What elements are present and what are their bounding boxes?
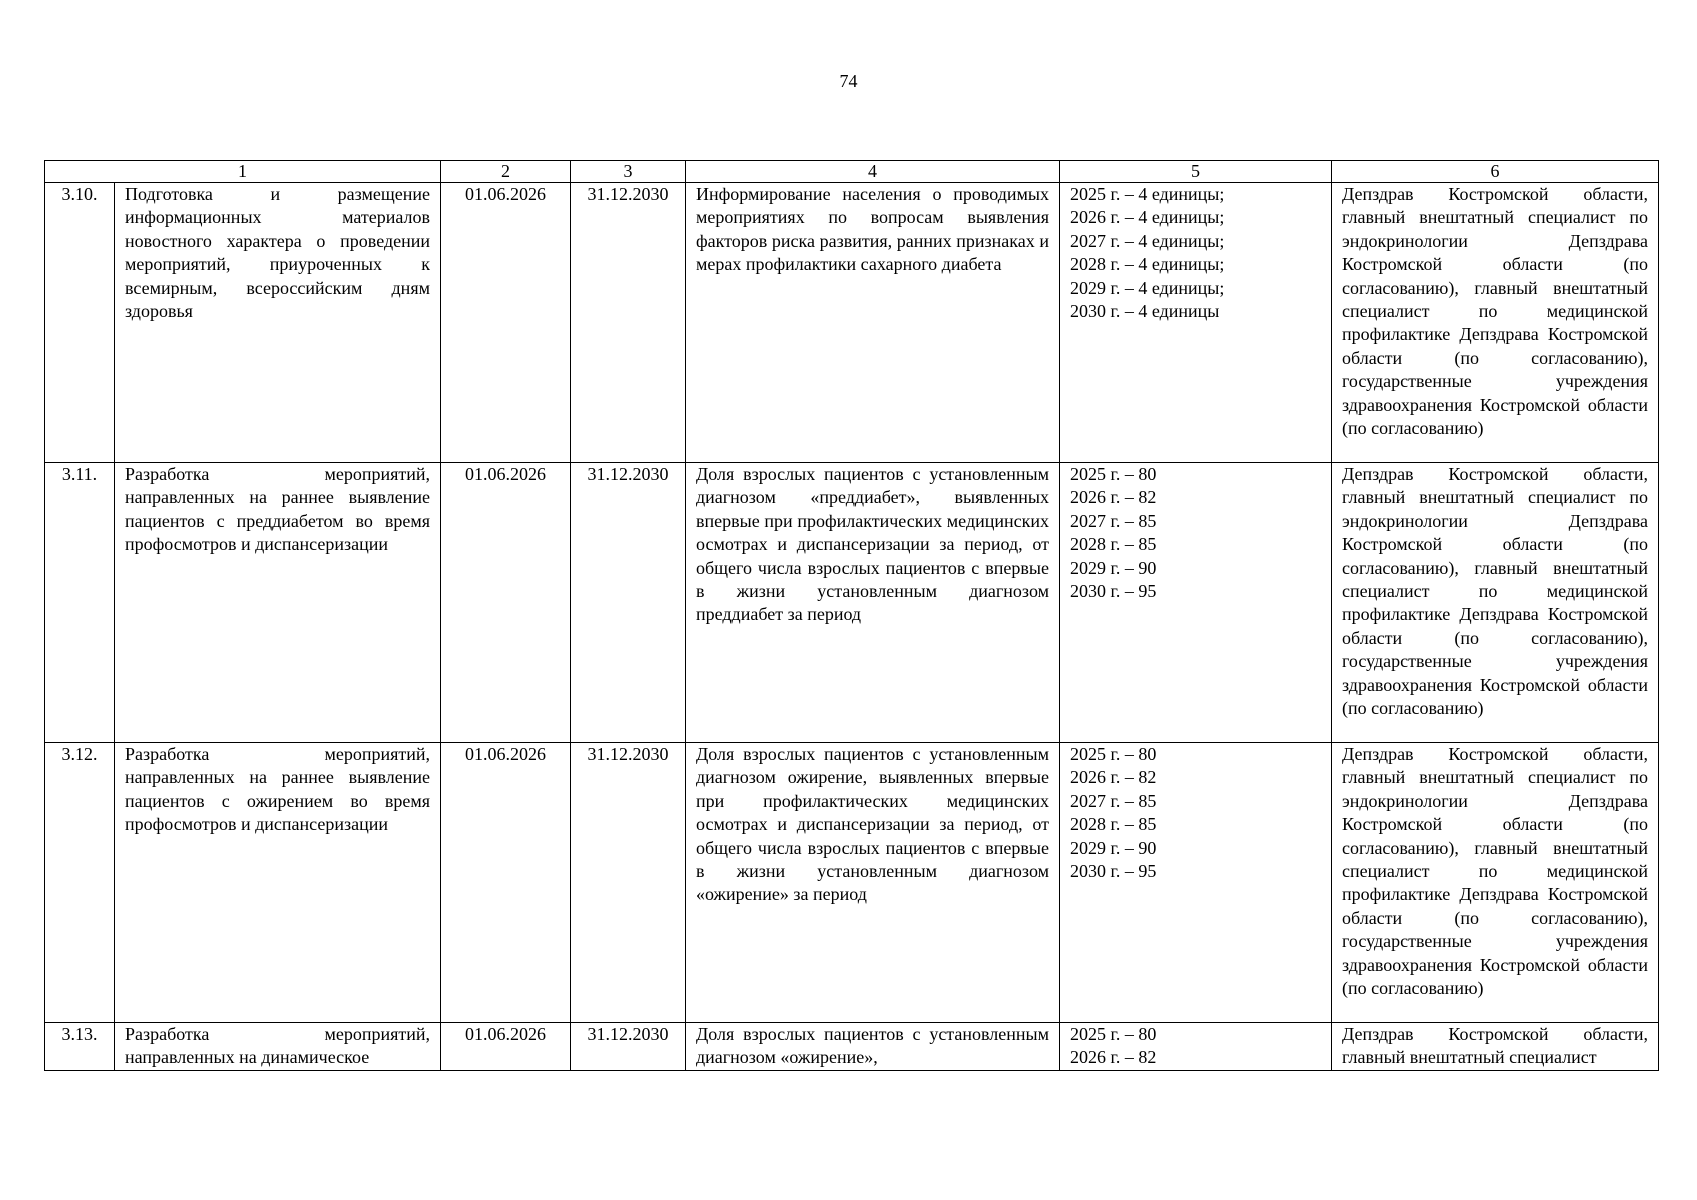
row-number: 3.12.: [45, 743, 115, 1023]
responsible-cell: Депздрав Костромской области, главный внештатный специалист: [1332, 1023, 1659, 1071]
start-date-cell: 01.06.2026: [441, 183, 571, 463]
row-number: 3.13.: [45, 1023, 115, 1071]
target-value-line: 2029 г. – 4 единицы;: [1070, 277, 1225, 298]
responsible-cell: Депздрав Костромской области, главный внештатный специалист по эндокринологии Депздрава Костромской области (по согласованию), главный внештатный специалист по медицинской профилактике Депздрава Костромской области (по согласованию), государственные учреждения здравоохранения Костромской области (по согласованию): [1332, 743, 1659, 1023]
page-number: 74: [839, 71, 858, 91]
target-value-line: 2025 г. – 80: [1070, 1024, 1157, 1044]
target-value-line: 2026 г. – 82: [1070, 1047, 1157, 1068]
table-row: [45, 183, 1659, 463]
column-header-5: 5: [1060, 161, 1332, 183]
row-number: 3.10.: [45, 183, 115, 463]
target-value-line: 2025 г. – 80: [1070, 744, 1157, 764]
indicator-cell: Доля взрослых пациентов с установленным диагнозом «преддиабет», выявленных впервые при профилактических медицинских осмотрах и диспансеризации за период, от общего числа взрослых пациентов с впервые в жизни установленным диагнозом преддиабет за период: [686, 463, 1060, 743]
row-number: 3.11.: [45, 463, 115, 743]
activities-table: [44, 160, 1659, 1071]
activity-cell: Разработка мероприятий, направленных на динамическое: [115, 1023, 441, 1071]
target-values-cell: [1060, 743, 1332, 1023]
indicator-cell: Информирование населения о проводимых мероприятиях по вопросам выявления факторов риска развития, ранних признаках и мерах профилактики сахарного диабета: [686, 183, 1060, 463]
target-value-line: 2029 г. – 90: [1070, 837, 1157, 858]
target-value-line: 2030 г. – 4 единицы: [1070, 301, 1220, 322]
activity-cell: Подготовка и размещение информационных материалов новостного характера о проведении мероприятий, приуроченных к всемирным, всероссийским дням здоровья: [115, 183, 441, 463]
responsible-cell: Депздрав Костромской области, главный внештатный специалист по эндокринологии Депздрава Костромской области (по согласованию), главный внештатный специалист по медицинской профилактике Депздрава Костромской области (по согласованию), государственные учреждения здравоохранения Костромской области (по согласованию): [1332, 463, 1659, 743]
end-date-cell: 31.12.2030: [571, 743, 686, 1023]
end-date-cell: 31.12.2030: [571, 1023, 686, 1071]
target-value-line: 2027 г. – 85: [1070, 510, 1157, 531]
end-date-cell: 31.12.2030: [571, 183, 686, 463]
target-value-line: 2028 г. – 4 единицы;: [1070, 254, 1225, 275]
target-value-line: 2028 г. – 85: [1070, 534, 1157, 555]
table-row: [45, 463, 1659, 743]
table-row: [45, 743, 1659, 1023]
table-row: [45, 1023, 1659, 1071]
target-value-line: 2030 г. – 95: [1070, 581, 1157, 602]
end-date-cell: 31.12.2030: [571, 463, 686, 743]
target-value-line: 2026 г. – 4 единицы;: [1070, 207, 1225, 228]
activity-cell: Разработка мероприятий, направленных на раннее выявление пациентов с ожирением во время профосмотров и диспансеризации: [115, 743, 441, 1023]
target-value-line: 2027 г. – 85: [1070, 790, 1157, 811]
column-header-3: 3: [571, 161, 686, 183]
target-values-cell: [1060, 183, 1332, 463]
target-value-line: 2027 г. – 4 единицы;: [1070, 230, 1225, 251]
start-date-cell: 01.06.2026: [441, 463, 571, 743]
target-values-cell: [1060, 463, 1332, 743]
target-value-line: 2026 г. – 82: [1070, 487, 1157, 508]
target-values-cell: [1060, 1023, 1332, 1071]
target-value-line: 2026 г. – 82: [1070, 767, 1157, 788]
column-header-6: 6: [1332, 161, 1659, 183]
activity-cell: Разработка мероприятий, направленных на раннее выявление пациентов с преддиабетом во время профосмотров и диспансеризации: [115, 463, 441, 743]
target-value-line: 2029 г. – 90: [1070, 557, 1157, 578]
column-header-4: 4: [686, 161, 1060, 183]
start-date-cell: 01.06.2026: [441, 743, 571, 1023]
target-value-line: 2025 г. – 4 единицы;: [1070, 184, 1225, 204]
start-date-cell: 01.06.2026: [441, 1023, 571, 1071]
table-header-row: [45, 161, 1659, 183]
indicator-cell: Доля взрослых пациентов с установленным диагнозом ожирение, выявленных впервые при профилактических медицинских осмотрах и диспансеризации за период, от общего числа взрослых пациентов с впервые в жизни установленным диагнозом «ожирение» за период: [686, 743, 1060, 1023]
indicator-cell: Доля взрослых пациентов с установленным диагнозом «ожирение»,: [686, 1023, 1060, 1071]
responsible-cell: Депздрав Костромской области, главный внештатный специалист по эндокринологии Депздрава Костромской области (по согласованию), главный внештатный специалист по медицинской профилактике Депздрава Костромской области (по согласованию), государственные учреждения здравоохранения Костромской области (по согласованию): [1332, 183, 1659, 463]
column-header-2: 2: [441, 161, 571, 183]
target-value-line: 2030 г. – 95: [1070, 861, 1157, 882]
target-value-line: 2028 г. – 85: [1070, 814, 1157, 835]
target-value-line: 2025 г. – 80: [1070, 464, 1157, 484]
column-header-1: 1: [45, 161, 441, 183]
